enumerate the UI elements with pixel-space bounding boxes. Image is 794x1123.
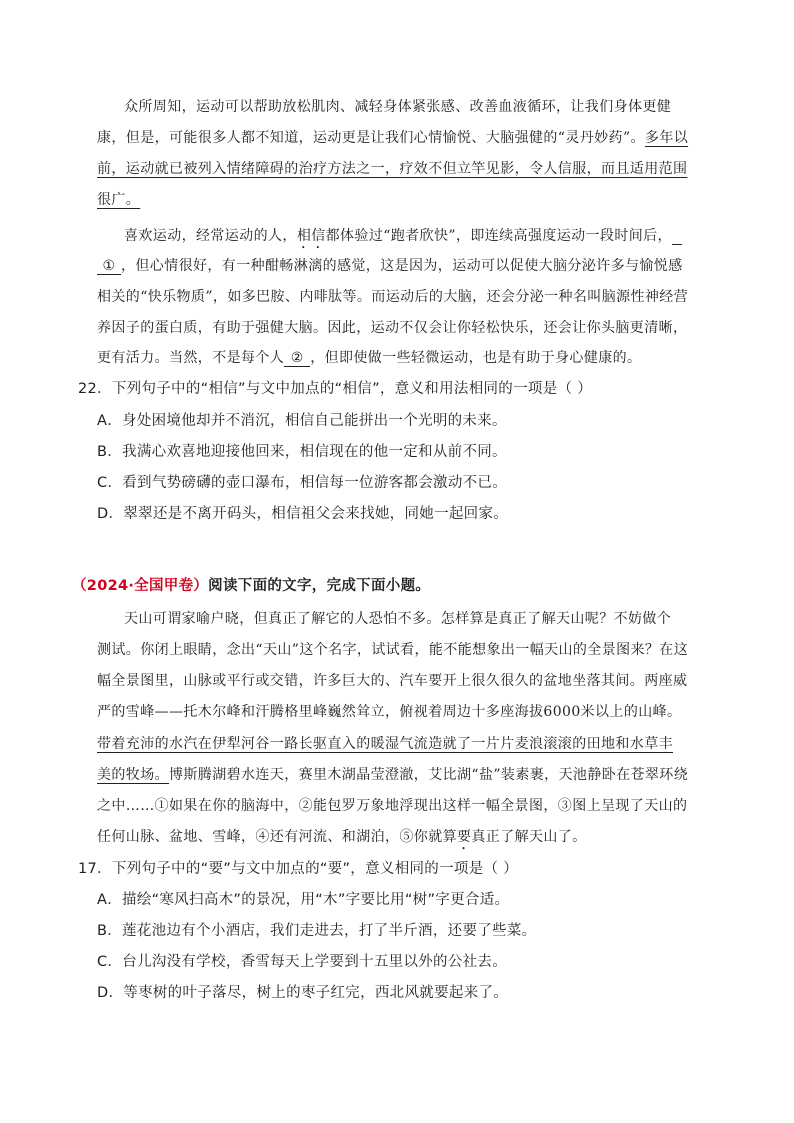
q17-option-b[interactable]: B．莲花池边有个小酒店，我们走进去，打了半斤酒，还要了些菜。 <box>97 923 537 939</box>
passage1-line5-rest: 都体验过“跑者欣快”，即连续高强度运动一段时间后， <box>325 228 672 244</box>
passage1-line3-underlined: 前，运动就已被列入情绪障碍的治疗方法之一，疗效不但立竿见影，令人信服，而且适用范围 <box>97 161 688 177</box>
emphasized-word-xiangxin: 相信 <box>296 228 326 244</box>
passage1-line7: 相关的“快乐物质”，如多巴胺、内啡肽等。而运动后的大脑，还会分泌一种名叫脑源性神经营 <box>97 289 689 305</box>
passage2-line6 <box>97 764 688 784</box>
blank-1: ① <box>97 258 121 275</box>
passage1-line9-rest: ，但即使做一些轻微运动，也是有助于身心健康的。 <box>310 350 642 366</box>
passage2-line1: 天山可谓家喻户晓，但真正了解它的人恐怕不多。怎样算是真正了解天山呢？不妨做个 <box>124 611 672 627</box>
q17-option-d[interactable]: D．等枣树的叶子落尽，树上的枣子红完，西北风就要起来了。 <box>97 985 509 1001</box>
passage2-line2: 测试。你闭上眼睛，念出“天山”这个名字，试试看，能不能想象出一幅天山的全景图来？在这 <box>97 642 689 658</box>
passage2-line8-text: 任何山脉、盆地、雪峰，④还有河流、和湖泊，⑤你就算 <box>97 829 457 845</box>
passage2-line7: 之中……①如果在你的脑海中，②能包罗万象地浮现出这样一幅全景图，③图上呈现了天山的 <box>97 798 688 814</box>
passage1-line6-text: ，但心情很好，有一种酣畅淋漓的感觉，这是因为，运动可以促使大脑分泌许多与愉悦感 <box>121 258 683 274</box>
passage2-line8-rest: 真正了解天山了。 <box>471 829 587 845</box>
passage2-line6-text: 博斯腾湖碧水连天，赛里木湖晶莹澄澈，艾比湖“盐”装素裹，天池静卧在苍翠环绕 <box>169 767 689 783</box>
blank-2: ② <box>284 350 310 367</box>
emphasized-word-yao: 要 <box>457 829 472 845</box>
section-header <box>72 574 430 595</box>
source-tag: （2024·全国甲卷） <box>72 578 209 594</box>
q22-option-d[interactable]: D．翠翠还是不离开码头，相信祖父会来找她，同她一起回家。 <box>97 506 509 522</box>
passage2-line4: 严的雪峰——托木尔峰和汗腾格里峰巍然耸立，俯视着周边十多座海拔6000米以上的山峰。 <box>97 704 682 720</box>
q22-option-b[interactable]: B．我满心欢喜地迎接他回来，相信现在的他一定和从前不同。 <box>97 444 507 460</box>
section-instruction: 阅读下面的文字，完成下面小题。 <box>208 578 431 594</box>
q22-option-c[interactable]: C．看到气势磅礴的壶口瀑布，相信每一位游客都会激动不已。 <box>97 475 508 491</box>
passage1-line6 <box>97 255 683 275</box>
question-17-stem: 17．下列句子中的“要”与文中加点的“要”，意义相同的一项是（ ） <box>78 861 519 877</box>
q17-option-c[interactable]: C．台儿沟没有学校，香雪每天上学要到十五里以外的公社去。 <box>97 954 508 970</box>
passage2-line5-underlined: 带着充沛的水汽在伊犁河谷一路长驱直入的暖湿气流造就了一片片麦浪滚滚的田地和水草丰 <box>97 736 673 752</box>
passage1-underlined-text: 多年以 <box>644 130 689 146</box>
passage1-line2 <box>97 127 688 147</box>
passage1-line2-text: 康，但是，可能很多人都不知道，运动更是让我们心情愉悦、大脑强健的“灵丹妙药”。 <box>97 130 645 146</box>
passage1-line8: 养因子的蛋白质，有助于强健大脑。因此，运动不仅会让你轻松快乐，还会让你头脑更清晰， <box>97 320 688 336</box>
passage1-line9 <box>97 347 641 367</box>
q22-option-a[interactable]: A．身处困境他却并不消沉，相信自己能拼出一个光明的未来。 <box>97 413 507 429</box>
q17-option-a[interactable]: A．描绘“寒风扫高木”的景况，用“木”字要比用“树”字更合适。 <box>97 892 510 908</box>
passage1-line9-text: 更有活力。当然，不是每个人 <box>97 350 285 366</box>
passage2-line8 <box>97 826 587 853</box>
blank-line-lead <box>672 228 682 245</box>
passage1-line4-underlined: 很广。 <box>97 192 141 208</box>
question-22-stem: 22．下列句子中的“相信”与文中加点的“相信”，意义和用法相同的一项是（ ） <box>78 381 593 397</box>
passage1-line5-text: 喜欢运动，经常运动的人， <box>124 228 297 244</box>
passage1-line1: 众所周知，运动可以帮助放松肌肉、减轻身体紧张感、改善血液循环，让我们身体更健 <box>124 99 672 115</box>
passage2-line3: 幅全景图里，山脉或平行或交错，许多巨大的、汽车要开上很久很久的盆地坐落其间。两座威 <box>97 673 688 689</box>
passage2-line6-underlined: 美的牧场。 <box>97 767 169 783</box>
passage1-line5 <box>124 225 682 252</box>
